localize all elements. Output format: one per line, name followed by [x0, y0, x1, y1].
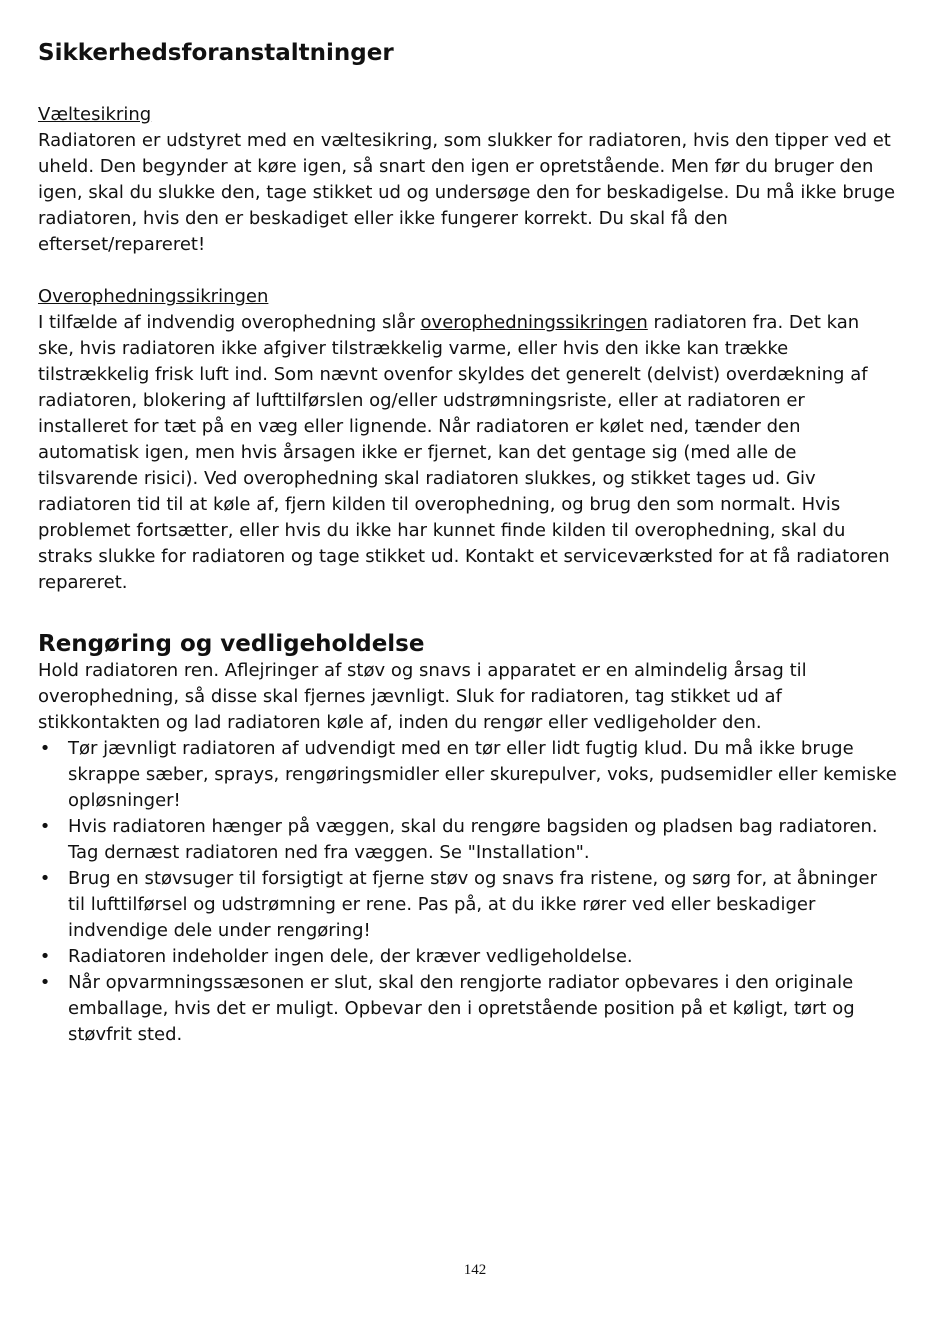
bullet-icon: •: [39, 816, 51, 837]
section-title-cleaning: Rengøring og vedligeholdelse: [38, 631, 425, 657]
overheat-text-end: radiatoren fra. Det kan ske, hvis radiatoren ikke afgiver tilstrækkelig varme, eller hvis den ikke kan trække tilstrækkelig frisk luft ind. Som nævnt ovenfor skyldes det generelt (delvist) overdækning af radiatoren, blokering af lufttilførslen og/eller udstrømningsriste, eller at radiatoren er installeret for tæt på en væg eller lignende. Når radiatoren er kølet ned, tænder den automatisk igen, men hvis årsagen ikke er fjernet, kan det gentage sig (med alle de tilsvarende risici). Ved overophedning skal radiatoren slukkes, og stikket tages ud. Giv radiatoren tid til at køle af, fjern kilden til overophedning, og brug den som normalt. Hvis problemet fortsætter, eller hvis du ikke har kunnet finde kilden til overophedning, skal du straks slukke for radiatoren og tage stikket ud. Kontakt et serviceværksted for at få radiatoren repareret.: [38, 312, 890, 593]
bullet-icon: •: [39, 946, 51, 967]
list-item: [38, 814, 898, 866]
list-item: [38, 944, 898, 970]
cleaning-bullet-list: [38, 736, 898, 1048]
bullet-icon: •: [39, 868, 51, 889]
bullet-icon: •: [39, 738, 51, 759]
paragraph-cleaning-intro: Hold radiatoren ren. Aflejringer af støv og snavs i apparatet er en almindelig årsag til overophedning, så disse skal fjernes jævnligt. Sluk for radiatoren, tag stikket ud af stikkontakten og lad radiatoren køle af, inden du rengør eller vedligeholder den.: [38, 660, 807, 733]
list-item: [38, 970, 898, 1048]
list-item-text: Når opvarmningssæsonen er slut, skal den rengjorte radiator opbevares i den originale emballage, hvis det er muligt. Opbevar den i opretstående position på et køligt, tørt og støvfrit sted.: [68, 972, 855, 1045]
list-item-text: Radiatoren indeholder ingen dele, der kræver vedligeholdelse.: [68, 946, 633, 967]
overheat-underlined-term: overophedningssikringen: [420, 312, 648, 333]
paragraph-overheat: [38, 310, 898, 596]
list-item: [38, 736, 898, 814]
spacer: [38, 258, 898, 284]
list-item: [38, 866, 898, 944]
subheading-tip-over: Væltesikring: [38, 104, 152, 125]
list-item-text: Hvis radiatoren hænger på væggen, skal du rengøre bagsiden og pladsen bag radiatoren. Tag dernæst radiatoren ned fra væggen. Se "Installation".: [68, 816, 878, 863]
paragraph-tip-over: Radiatoren er udstyret med en væltesikring, som slukker for radiatoren, hvis den tipper ved et uheld. Den begynder at køre igen, så snart den igen er opretstående. Men før du bruger den igen, skal du slukke den, tage stikket ud og undersøge den for beskadigelse. Du må ikke bruge radiatoren, hvis den er beskadiget eller ikke fungerer korrekt. Du skal få den efterset/repareret!: [38, 130, 896, 255]
section-title-safety: Sikkerhedsforanstaltninger: [38, 40, 394, 66]
list-item-text: Tør jævnligt radiatoren af udvendigt med en tør eller lidt fugtig klud. Du må ikke bruge skrappe sæber, sprays, rengøringsmidler eller skurepulver, voks, pudsemidler eller kemiske opløsninger!: [68, 738, 897, 811]
list-item-text: Brug en støvsuger til forsigtigt at fjerne støv og snavs fra ristene, og sørg for, at åbninger til lufttilførsel og udstrømning er rene. Pas på, at du ikke rører ved eller beskadiger indvendige dele under rengøring!: [68, 868, 877, 941]
bullet-icon: •: [39, 972, 51, 993]
page-number: 142: [463, 1262, 487, 1278]
document-page: [38, 38, 898, 1048]
subheading-overheat: Overophedningssikringen: [38, 286, 269, 307]
overheat-text-start: I tilfælde af indvendig overophedning slår: [38, 312, 421, 333]
